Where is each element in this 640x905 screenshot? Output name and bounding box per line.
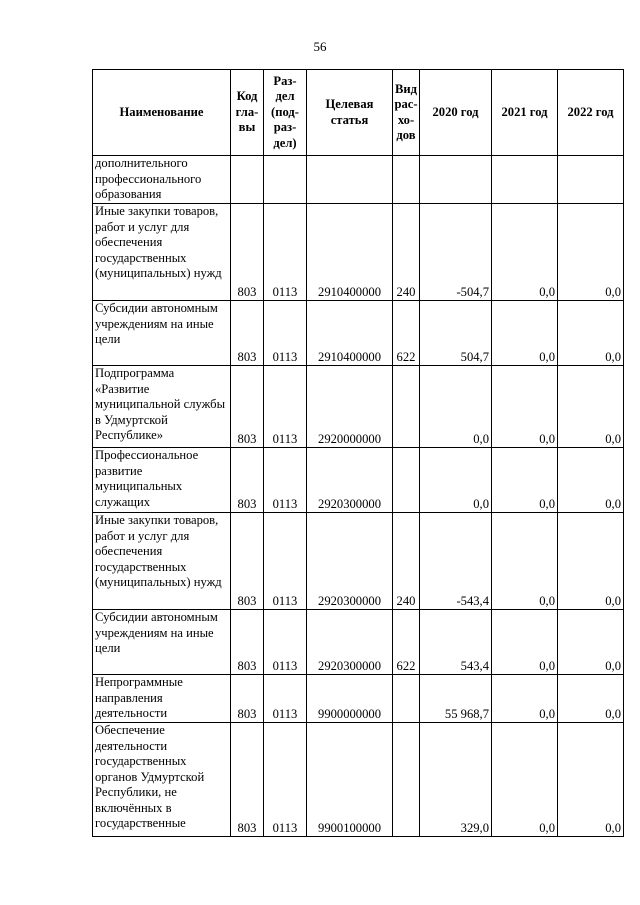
header-name: Наименование (93, 70, 231, 156)
row-target: 2910400000 (307, 301, 393, 366)
row-2020: 504,7 (420, 301, 492, 366)
row-section: 0113 (264, 366, 307, 448)
row-section: 0113 (264, 610, 307, 675)
row-code: 803 (231, 675, 264, 723)
row-code: 803 (231, 723, 264, 837)
row-2021 (492, 156, 558, 204)
row-2022: 0,0 (558, 723, 624, 837)
header-target: Целевая статья (307, 70, 393, 156)
row-2021: 0,0 (492, 204, 558, 301)
header-code: Код гла-вы (231, 70, 264, 156)
row-2021: 0,0 (492, 610, 558, 675)
row-section: 0113 (264, 204, 307, 301)
row-kind: 622 (393, 301, 420, 366)
row-kind: 622 (393, 610, 420, 675)
row-2022: 0,0 (558, 513, 624, 610)
row-section: 0113 (264, 513, 307, 610)
header-2022: 2022 год (558, 70, 624, 156)
row-2022: 0,0 (558, 204, 624, 301)
row-kind (393, 675, 420, 723)
table-row (93, 366, 624, 448)
row-2021: 0,0 (492, 675, 558, 723)
row-code: 803 (231, 204, 264, 301)
header-2020: 2020 год (420, 70, 492, 156)
row-target: 2920300000 (307, 513, 393, 610)
table-row (93, 448, 624, 513)
row-2020: 55 968,7 (420, 675, 492, 723)
row-2021: 0,0 (492, 448, 558, 513)
row-kind (393, 723, 420, 837)
row-2022: 0,0 (558, 301, 624, 366)
row-section: 0113 (264, 301, 307, 366)
table-row (93, 723, 624, 837)
row-name: Субсидии автономным учреждениям на иные цели (93, 301, 231, 366)
row-2020: -504,7 (420, 204, 492, 301)
row-2020: -543,4 (420, 513, 492, 610)
row-2021: 0,0 (492, 723, 558, 837)
row-2022: 0,0 (558, 448, 624, 513)
row-name: Иные закупки товаров, работ и услуг для обеспечения государственных (муниципальных) нужд (93, 204, 231, 301)
row-2020 (420, 156, 492, 204)
header-section: Раз-дел (под-раз-дел) (264, 70, 307, 156)
budget-table (92, 69, 624, 837)
row-2022: 0,0 (558, 675, 624, 723)
row-2020: 543,4 (420, 610, 492, 675)
row-2020: 0,0 (420, 448, 492, 513)
row-name: Непрограммные направления деятельности (93, 675, 231, 723)
header-kind: Вид рас-хо-дов (393, 70, 420, 156)
row-kind (393, 156, 420, 204)
row-name: Обеспечение деятельности государственных органов Удмуртской Республики, не включённых в государственные (93, 723, 231, 837)
table-row (93, 675, 624, 723)
row-2020: 329,0 (420, 723, 492, 837)
row-name: дополнительного профессионального образования (93, 156, 231, 204)
row-target: 2910400000 (307, 204, 393, 301)
table-row (93, 204, 624, 301)
row-target: 2920000000 (307, 366, 393, 448)
row-2022 (558, 156, 624, 204)
row-section: 0113 (264, 675, 307, 723)
row-kind: 240 (393, 513, 420, 610)
table-row (93, 610, 624, 675)
row-target: 9900000000 (307, 675, 393, 723)
row-name: Субсидии автономным учреждениям на иные цели (93, 610, 231, 675)
row-name: Профессиональное развитие муниципальных служащих (93, 448, 231, 513)
row-target: 2920300000 (307, 610, 393, 675)
row-kind: 240 (393, 204, 420, 301)
row-code (231, 156, 264, 204)
row-target (307, 156, 393, 204)
row-kind (393, 448, 420, 513)
row-section: 0113 (264, 448, 307, 513)
row-section: 0113 (264, 723, 307, 837)
row-code: 803 (231, 610, 264, 675)
row-2021: 0,0 (492, 301, 558, 366)
row-code: 803 (231, 301, 264, 366)
row-2021: 0,0 (492, 513, 558, 610)
row-2022: 0,0 (558, 610, 624, 675)
row-code: 803 (231, 366, 264, 448)
row-code: 803 (231, 513, 264, 610)
row-name: Иные закупки товаров, работ и услуг для обеспечения государственных (муниципальных) нужд (93, 513, 231, 610)
row-2022: 0,0 (558, 366, 624, 448)
row-section (264, 156, 307, 204)
row-target: 9900100000 (307, 723, 393, 837)
row-2021: 0,0 (492, 366, 558, 448)
table-row (93, 156, 624, 204)
row-code: 803 (231, 448, 264, 513)
row-name: Подпрограмма «Развитие муниципальной службы в Удмуртской Республике» (93, 366, 231, 448)
table-row (93, 513, 624, 610)
row-2020: 0,0 (420, 366, 492, 448)
header-2021: 2021 год (492, 70, 558, 156)
table-row (93, 301, 624, 366)
row-target: 2920300000 (307, 448, 393, 513)
table-header-row (93, 70, 624, 156)
row-kind (393, 366, 420, 448)
page-number: 56 (313, 39, 327, 54)
